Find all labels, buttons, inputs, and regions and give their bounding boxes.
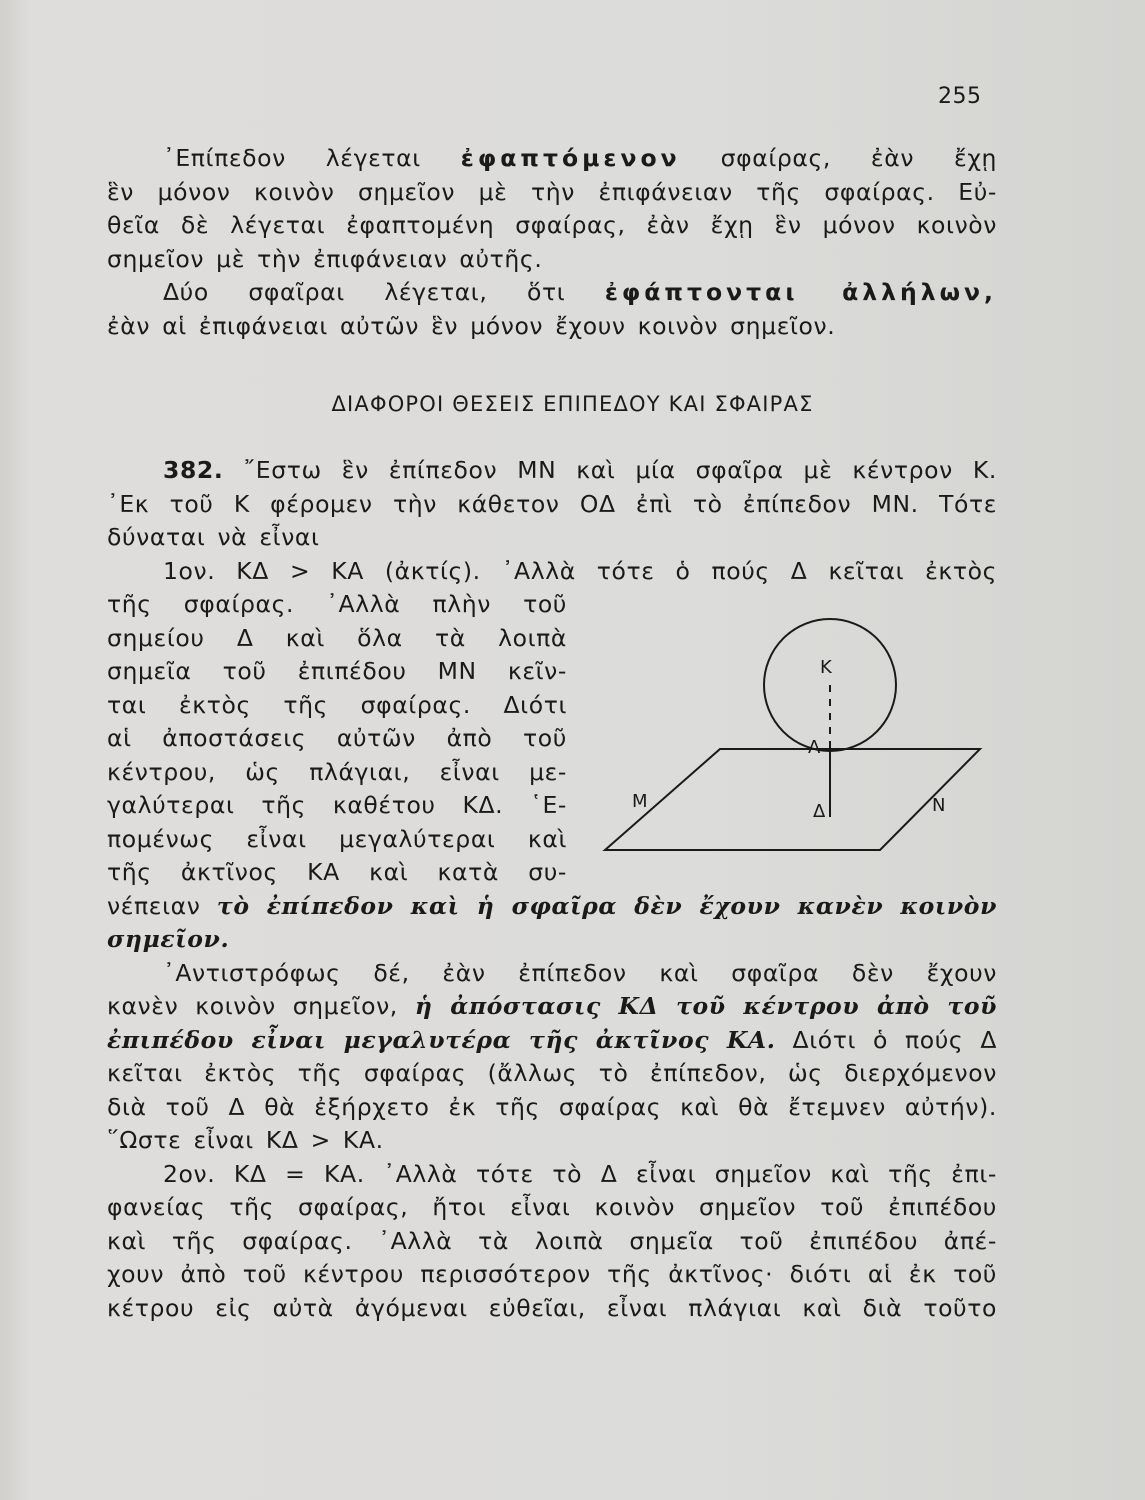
text-line: διὰ τοῦ Δ θὰ ἐξήρχετο ἐκ τῆς σφαίρας καὶ θὰ ἔτεμνεν αὐτήν). <box>107 1092 997 1121</box>
article-382 <box>107 454 997 1325</box>
text-line: 1ον. ΚΔ > ΚΑ (ἀκτίς). ᾿Αλλὰ τότε ὁ πούς Δ κεῖται ἐκτὸς <box>163 556 997 585</box>
text-line: σημεῖα τοῦ ἐπιπέδου ΜΝ κεῖν- <box>107 657 567 685</box>
text-line: κέντρου, ὡς πλάγιαι, εἶναι με- <box>107 757 567 786</box>
text-line: ᾿Επίπεδον λέγεται ἐφαπτόμενον σφαίρας, ἐὰν ἔχῃ <box>163 144 997 172</box>
text-line: νέπειαν τὸ ἐπίπεδον καὶ ἡ σφαῖρα δὲν ἔχουν κανὲν κοινὸν <box>107 891 997 920</box>
label-n: Ν <box>932 795 946 816</box>
article-number: 382. <box>163 456 224 484</box>
text-line: κεῖται ἐκτὸς τῆς σφαίρας (ἄλλως τὸ ἐπίπεδον, ὡς διερχόμενον <box>107 1059 997 1087</box>
plane-mn <box>605 749 980 850</box>
text-line: ᾿Εκ τοῦ Κ φέρομεν τὴν κάθετον ΟΔ ἐπὶ τὸ ἐπίπεδον ΜΝ. Τότε <box>107 489 997 518</box>
term-tangent-plane: ἐφαπτόμενον <box>460 144 681 172</box>
emphasis-text: ἐπιπέδου εἶναι μεγαλυτέρα τῆς ἀκτῖνος ΚΑ. <box>107 1025 776 1054</box>
emphasis-text: ἡ ἀπόστασις ΚΔ τοῦ κέντρου ἀπὸ τοῦ <box>414 992 997 1020</box>
text-line: ἐὰν αἱ ἐπιφάνειαι αὐτῶν ἓν μόνον ἔχουν κοινὸν σημεῖον. <box>107 311 836 340</box>
text-line: σημεῖον μὲ τὴν ἐπιφάνειαν αὐτῆς. <box>107 244 543 273</box>
text-line: κανὲν κοινὸν σημεῖον, ἡ ἀπόστασις ΚΔ τοῦ κέντρου ἀπὸ τοῦ <box>107 992 997 1020</box>
section-title: ΔΙΑΦΟΡΟΙ ΘΕΣΕΙΣ ΕΠΙΠΕΔΟΥ ΚΑΙ ΣΦΑΙΡΑΣ <box>331 392 814 416</box>
text-line: πομένως εἶναι μεγαλύτεραι καὶ <box>107 824 567 853</box>
text-line: θεῖα δὲ λέγεται ἐφαπτομένη σφαίρας, ἐὰν ἔχῃ ἓν μόνον κοινὸν <box>107 211 997 239</box>
text-line: αἱ ἀποστάσεις αὐτῶν ἀπὸ τοῦ <box>107 724 567 752</box>
text-line: 2ον. ΚΔ = ΚΑ. ᾿Αλλὰ τότε τὸ Δ εἶναι σημεῖον καὶ τῆς ἐπι- <box>163 1159 997 1188</box>
text-line: ῞Ωστε εἶναι ΚΔ > ΚΑ. <box>107 1126 384 1154</box>
text-line: σημείου Δ καὶ ὅλα τὰ λοιπὰ <box>107 623 567 652</box>
text-line: ἐπιπέδου εἶναι μεγαλυτέρα τῆς ἀκτῖνος ΚΑ. Διότι ὁ πούς Δ <box>107 1025 998 1054</box>
text-line: δύναται νὰ εἶναι <box>107 523 320 551</box>
text-line: Δύο σφαῖραι λέγεται, ὅτι ἐφάπτονται ἀλλήλων, <box>163 278 997 306</box>
text-line <box>107 923 997 957</box>
text-line: ται ἐκτὸς τῆς σφαίρας. Διότι <box>107 690 567 719</box>
text-line: ᾿Αντιστρόφως δέ, ἐὰν ἐπίπεδον καὶ σφαῖρα δὲν ἔχουν <box>163 958 997 987</box>
definitions-block <box>107 142 997 343</box>
label-m: Μ <box>632 791 648 812</box>
page-number: 255 <box>938 84 982 109</box>
text-line: φανείας τῆς σφαίρας, ἤτοι εἶναι κοινὸν σημεῖον τοῦ ἐπιπέδου <box>107 1193 997 1221</box>
sphere-plane-figure <box>600 605 990 865</box>
term-tangent-spheres: ἐφάπτονται ἀλλήλων, <box>604 278 997 306</box>
emphasis-text: τὸ ἐπίπεδον καὶ ἡ σφαῖρα δὲν ἔχουν κανὲν κοινὸν <box>216 891 997 920</box>
text-line: γαλύτεραι τῆς καθέτου ΚΔ. ῾Ε- <box>107 791 567 819</box>
text-line: καὶ τῆς σφαίρας. ᾿Αλλὰ τὰ λοιπὰ σημεῖα τοῦ ἐπιπέδου ἀπέ- <box>107 1226 997 1255</box>
label-d: Δ <box>813 801 826 822</box>
emphasis-text: σημεῖον. <box>107 925 230 953</box>
text-line: κέτρου εἰς αὐτὰ ἀγόμεναι εὐθεῖαι, εἶναι πλάγιαι καὶ διὰ τοῦτο <box>107 1293 997 1322</box>
text-line: τῆς ἀκτῖνος ΚΑ καὶ κατὰ συ- <box>107 858 567 886</box>
label-a: Α <box>808 737 821 758</box>
text-line: 382. ῎Εστω ἓν ἐπίπεδον ΜΝ καὶ μία σφαῖρα μὲ κέντρον Κ. <box>163 456 997 484</box>
text-line: τῆς σφαίρας. ᾿Αλλὰ πλὴν τοῦ <box>107 590 567 618</box>
text-line: ἓν μόνον κοινὸν σημεῖον μὲ τὴν ἐπιφάνειαν τῆς σφαίρας. Εὐ- <box>107 177 997 206</box>
text-line: χουν ἀπὸ τοῦ κέντρου περισσότερον τῆς ἀκτῖνος· διότι αἱ ἐκ τοῦ <box>107 1260 997 1288</box>
label-k: Κ <box>820 657 832 678</box>
